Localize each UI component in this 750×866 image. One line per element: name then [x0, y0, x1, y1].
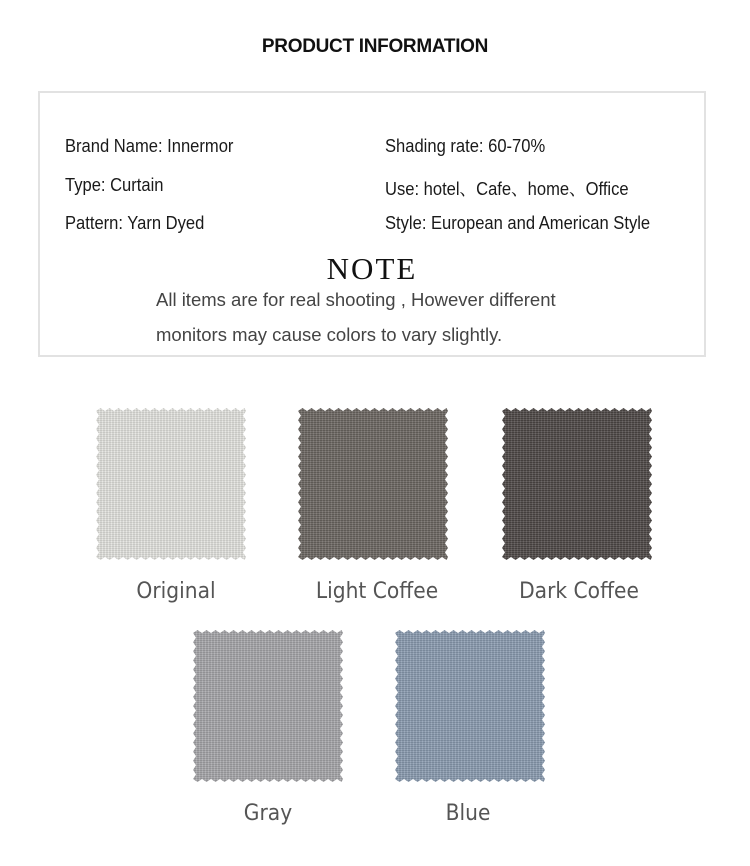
spec-shading-rate: Shading rate: 60-70% [385, 136, 546, 156]
spec-style: Style: European and American Style [385, 213, 651, 233]
swatch-label-light-coffee: Light Coffee [315, 579, 439, 604]
swatch-gray [193, 630, 343, 782]
spec-type: Type: Curtain [65, 175, 164, 195]
note-title: NOTE [326, 251, 418, 286]
spec-pattern: Pattern: Yarn Dyed [65, 213, 205, 233]
note-line-1: All items are for real shooting , However different [156, 289, 556, 310]
swatch-blue [395, 630, 545, 782]
swatch-label-blue: Blue [445, 801, 491, 826]
swatch-dark-coffee [502, 408, 652, 560]
swatch-label-original: Original [136, 579, 216, 604]
product-info-box [38, 91, 706, 357]
spec-brand-name: Brand Name: Innermor [65, 136, 234, 156]
note-line-2: monitors may cause colors to vary slightly. [156, 324, 503, 345]
page-title: PRODUCT INFORMATION [261, 36, 489, 57]
spec-use: Use: hotel、Cafe、home、Office [385, 179, 629, 199]
swatch-original [96, 408, 246, 560]
swatch-light-coffee [298, 408, 448, 560]
swatch-label-gray: Gray [243, 801, 293, 826]
swatch-label-dark-coffee: Dark Coffee [519, 579, 639, 604]
